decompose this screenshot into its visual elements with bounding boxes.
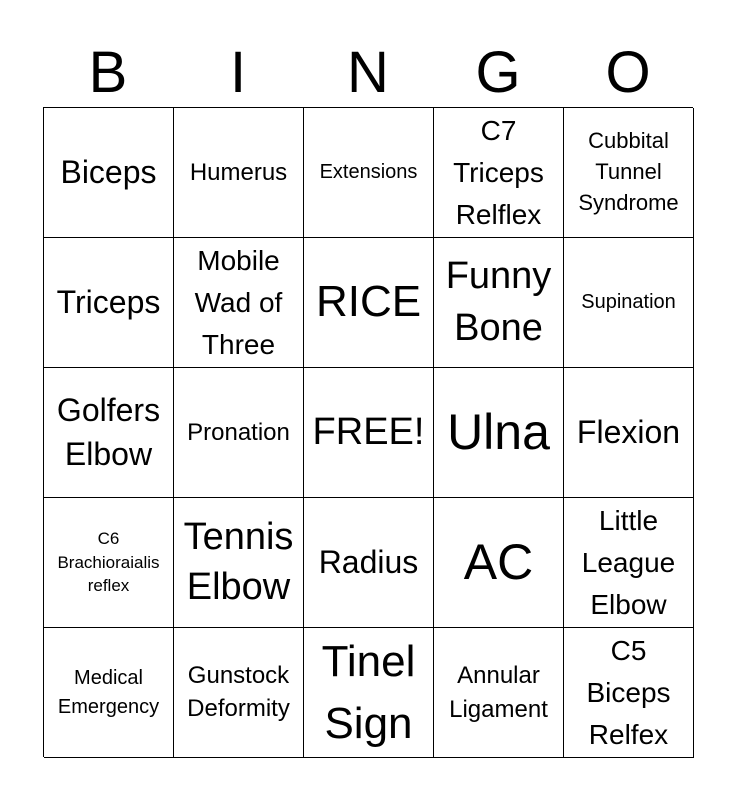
cell-label: Triceps: [56, 283, 161, 320]
cell-label: Tinel Sign: [321, 636, 416, 748]
cell-label: Humerus: [189, 158, 288, 186]
header-letter-i: I: [229, 40, 247, 105]
cell-label: Little League Elbow: [581, 504, 676, 620]
bingo-card-grid: [43, 107, 693, 757]
cell-label: Tennis Elbow: [183, 516, 294, 608]
cell-label: Cubbital Tunnel Syndrome: [578, 128, 679, 215]
bingo-cell[interactable]: [174, 108, 304, 238]
cell-label: Flexion: [576, 413, 681, 450]
bingo-cell[interactable]: [564, 498, 694, 628]
cell-label: Supination: [581, 291, 676, 313]
header-letter-o: O: [605, 40, 651, 105]
bingo-cell[interactable]: [174, 238, 304, 368]
cell-label: Golfers Elbow: [56, 392, 161, 472]
header-letter-g: G: [475, 40, 521, 105]
bingo-cell[interactable]: [304, 628, 434, 758]
bingo-cell[interactable]: [44, 108, 174, 238]
bingo-cell[interactable]: [174, 498, 304, 628]
bingo-cell[interactable]: [44, 238, 174, 368]
cell-label: Ulna: [447, 404, 550, 461]
bingo-cell[interactable]: [434, 238, 564, 368]
cell-label: Pronation: [187, 418, 290, 446]
bingo-cell[interactable]: [174, 628, 304, 758]
bingo-cell[interactable]: [44, 628, 174, 758]
bingo-cell[interactable]: [564, 238, 694, 368]
cell-label: C7 Triceps Relflex: [453, 114, 544, 230]
bingo-cell[interactable]: [174, 368, 304, 498]
bingo-cell[interactable]: [434, 628, 564, 758]
cell-label: Gunstock Deformity: [187, 662, 290, 722]
header-letter-n: N: [347, 40, 389, 105]
cell-label: Radius: [318, 543, 419, 580]
bingo-cell[interactable]: [44, 498, 174, 628]
bingo-cell[interactable]: [304, 238, 434, 368]
bingo-cell[interactable]: [304, 108, 434, 238]
bingo-cell[interactable]: [434, 108, 564, 238]
cell-label: Mobile Wad of Three: [194, 244, 283, 360]
bingo-cell[interactable]: [44, 368, 174, 498]
bingo-cell[interactable]: [434, 498, 564, 628]
header-letter-b: B: [88, 40, 128, 105]
bingo-cell[interactable]: [564, 368, 694, 498]
bingo-cell[interactable]: [304, 498, 434, 628]
bingo-cell[interactable]: [564, 628, 694, 758]
cell-label: Extensions: [319, 161, 418, 183]
cell-label: Medical Emergency: [57, 666, 160, 718]
bingo-cell[interactable]: [434, 368, 564, 498]
cell-label: Funny Bone: [445, 255, 552, 349]
cell-label: C6 Brachioraialis reflex: [57, 528, 160, 596]
cell-label: Annular Ligament: [449, 661, 548, 723]
bingo-cell[interactable]: [304, 368, 434, 498]
bingo-header: [43, 40, 693, 106]
cell-label: Biceps: [60, 153, 157, 190]
cell-label: C5 Biceps Relfex: [586, 634, 671, 750]
cell-label: AC: [463, 534, 534, 591]
cell-label: RICE: [315, 277, 422, 327]
cell-label: FREE!: [312, 410, 425, 453]
bingo-cell[interactable]: [564, 108, 694, 238]
